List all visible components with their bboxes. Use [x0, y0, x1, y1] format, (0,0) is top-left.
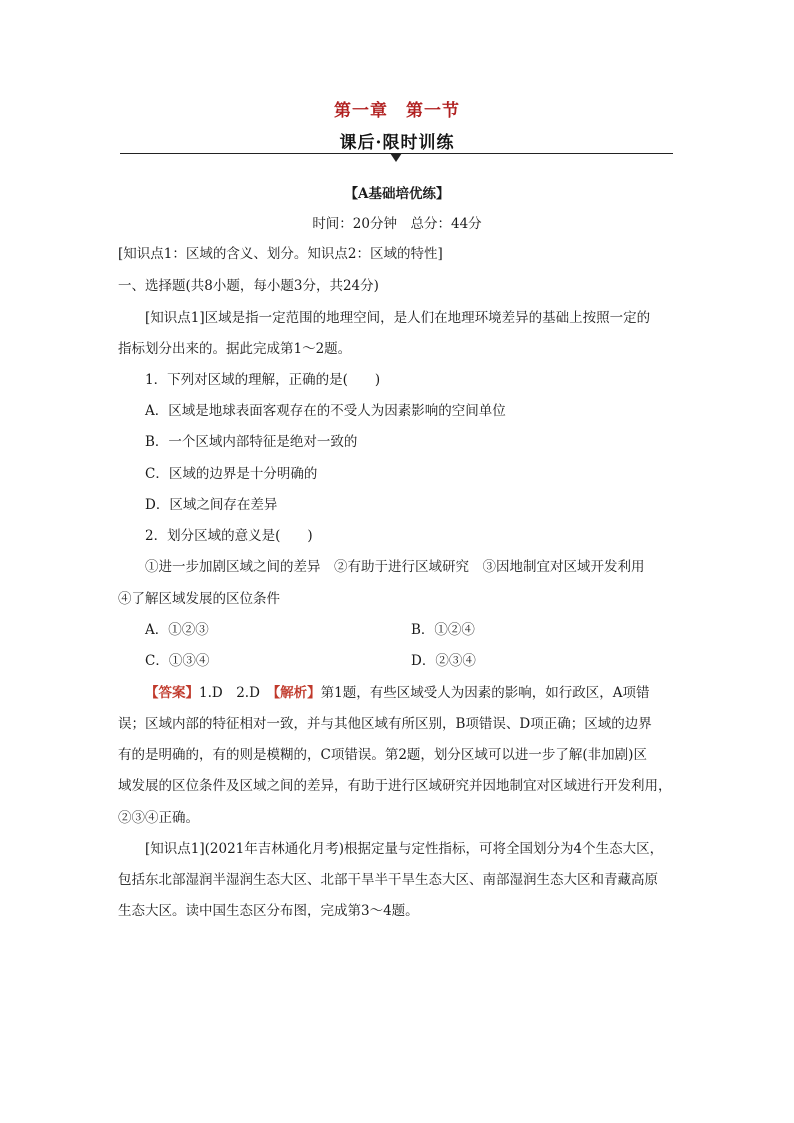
answer-text: 1.D 2.D — [199, 685, 274, 701]
intro2-line1: [知识点1](2021年吉林通化月考)根据定量与定性指标，可将全国划分为4个生态大区， — [145, 841, 664, 857]
q1-option-c: C．区域的边界是十分明确的 — [145, 466, 318, 482]
time-info: 时间：20分钟 总分：44分 — [312, 216, 482, 232]
q1-stem: 1．下列对区域的理解，正确的是( ) — [145, 372, 381, 388]
knowledge-points: [知识点1：区域的含义、划分。知识点2：区域的特性] — [118, 246, 443, 262]
q2-items-line1: ①进一步加剧区域之间的差异 ②有助于进行区域研究 ③因地制宜对区域开发利用 — [145, 559, 645, 575]
q2-option-d: D．②③④ — [411, 653, 476, 669]
q2-option-b: B．①②④ — [411, 622, 475, 638]
answer-label: 【答案】 — [145, 685, 199, 701]
intro2-line2: 包括东北部湿润半湿润生态大区、北部干旱半干旱生态大区、南部湿润生态大区和青藏高原 — [118, 872, 658, 888]
intro2-line3: 生态大区。读中国生态区分布图，完成第3～4题。 — [118, 903, 419, 919]
answer-line5: ②③④正确。 — [118, 810, 199, 826]
q1-option-d: D．区域之间存在差异 — [145, 497, 278, 513]
q2-options-row2 — [145, 651, 665, 671]
title-arrow-icon — [390, 153, 402, 162]
part-one-heading: 一、选择题(共8小题，每小题3分，共24分) — [118, 278, 379, 294]
q1-option-b: B．一个区域内部特征是绝对一致的 — [145, 434, 358, 450]
q2-stem: 2．划分区域的意义是( ) — [145, 528, 313, 544]
q2-option-a: A．①②③ — [145, 622, 209, 638]
q1-option-a: A．区域是地球表面客观存在的不受人为因素影响的空间单位 — [145, 403, 506, 419]
answer-line2: 误；区域内部的特征相对一致，并与其他区域有所区别，B项错误、D项正确；区域的边界 — [118, 716, 652, 732]
answer-line1 — [145, 683, 705, 703]
analysis-text: 第1题，有些区域受人为因素的影响，如行政区，A项错 — [320, 685, 650, 701]
intro1-line2: 指标划分出来的。据此完成第1～2题。 — [118, 341, 352, 357]
q2-items-line2: ④了解区域发展的区位条件 — [118, 591, 280, 607]
section-title: 【A基础培优练】 — [344, 186, 450, 202]
answer-line3: 有的是明确的，有的则是模糊的，C项错误。第2题，划分区域可以进一步了解(非加剧)区 — [118, 747, 647, 763]
q2-options-row1 — [145, 620, 665, 640]
chapter-title: 第一章 第一节 — [334, 101, 460, 121]
answer-line4: 域发展的区位条件及区域之间的差异，有助于进行区域研究并因地制宜对区域进行开发利用， — [118, 778, 672, 794]
intro1-line1: [知识点1]区域是指一定范围的地理空间，是人们在地理环境差异的基础上按照一定的 — [145, 310, 651, 326]
lesson-subtitle: 课后·限时训练 — [339, 133, 455, 153]
q2-option-c: C．①③④ — [145, 653, 210, 669]
analysis-label: 【解析】 — [273, 685, 321, 701]
